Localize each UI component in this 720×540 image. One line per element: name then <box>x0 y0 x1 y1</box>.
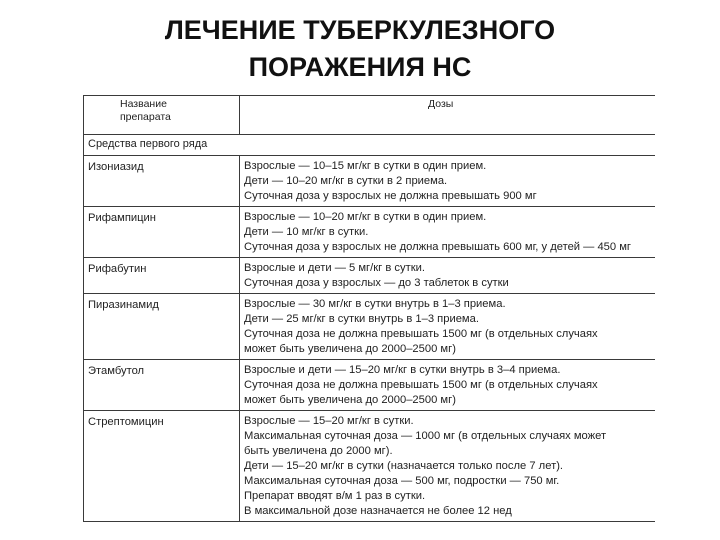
dose-description <box>240 411 656 522</box>
drug-name: Пиразинамид <box>84 294 240 360</box>
dose-line: В максимальной дозе назначается не более 12 нед <box>244 505 512 517</box>
dose-line: Дети — 15–20 мг/кг в сутки (назначается только после 7 лет). <box>244 460 564 472</box>
dose-line: Максимальная суточная доза — 1000 мг (в отдельных случаях может <box>244 430 607 442</box>
dose-line: Суточная доза у взрослых не должна превышать 900 мг <box>244 190 537 202</box>
table-row <box>84 207 656 258</box>
dose-description <box>240 258 656 294</box>
header-doses: Дозы <box>240 96 656 135</box>
header-drug-name <box>84 96 240 135</box>
drug-name: Стрептомицин <box>84 411 240 522</box>
dose-description <box>240 360 656 411</box>
drug-name: Рифампицин <box>84 207 240 258</box>
table-row <box>84 411 656 522</box>
slide-title-line-2: ПОРАЖЕНИЯ НС <box>248 52 472 82</box>
scanned-table-image <box>83 95 655 540</box>
dose-description <box>240 156 656 207</box>
drug-name: Этамбутол <box>84 360 240 411</box>
header-drug-name-line-2: препарата <box>120 111 171 123</box>
slide-title <box>0 12 720 86</box>
dose-line: может быть увеличена до 2000–2500 мг) <box>244 394 456 406</box>
dose-line: Суточная доза не должна превышать 1500 мг (в отдельных случаях <box>244 379 598 391</box>
dose-line: Дети — 25 мг/кг в сутки внутрь в 1–3 приема. <box>244 313 479 325</box>
dose-line: Препарат вводят в/м 1 раз в сутки. <box>244 490 426 502</box>
dose-line: Взрослые — 30 мг/кг в сутки внутрь в 1–3 приема. <box>244 298 506 310</box>
dose-line: Максимальная суточная доза — 500 мг, подростки — 750 мг. <box>244 475 560 487</box>
dose-line: Взрослые — 15–20 мг/кг в сутки. <box>244 415 414 427</box>
drug-name: Изониазид <box>84 156 240 207</box>
dose-line: Дети — 10–20 мг/кг в сутки в 2 приема. <box>244 175 448 187</box>
section-row <box>84 135 656 156</box>
dose-line: может быть увеличена до 2000–2500 мг) <box>244 343 456 355</box>
drug-name: Рифабутин <box>84 258 240 294</box>
dose-line: быть увеличена до 2000 мг). <box>244 445 393 457</box>
dose-line: Суточная доза у взрослых не должна превышать 600 мг, у детей — 450 мг <box>244 241 632 253</box>
dose-line: Дети — 10 мг/кг в сутки. <box>244 226 369 238</box>
slide-title-line-1: ЛЕЧЕНИЕ ТУБЕРКУЛЕЗНОГО <box>164 15 556 45</box>
dose-line: Взрослые и дети — 5 мг/кг в сутки. <box>244 262 425 274</box>
table-header-row <box>84 96 656 135</box>
dose-description <box>240 207 656 258</box>
dose-line: Суточная доза не должна превышать 1500 мг (в отдельных случаях <box>244 328 598 340</box>
section-label: Средства первого ряда <box>84 135 656 156</box>
table-row <box>84 294 656 360</box>
header-drug-name-line-1: Название <box>120 98 167 110</box>
drug-dosage-table <box>83 95 655 522</box>
dose-line: Взрослые — 10–20 мг/кг в сутки в один прием. <box>244 211 487 223</box>
dose-line: Взрослые и дети — 15–20 мг/кг в сутки внутрь в 3–4 приема. <box>244 364 561 376</box>
dose-line: Взрослые — 10–15 мг/кг в сутки в один прием. <box>244 160 487 172</box>
dose-description <box>240 294 656 360</box>
dose-line: Суточная доза у взрослых — до 3 таблеток в сутки <box>244 277 509 289</box>
table-row <box>84 258 656 294</box>
table-row <box>84 156 656 207</box>
table-row <box>84 360 656 411</box>
